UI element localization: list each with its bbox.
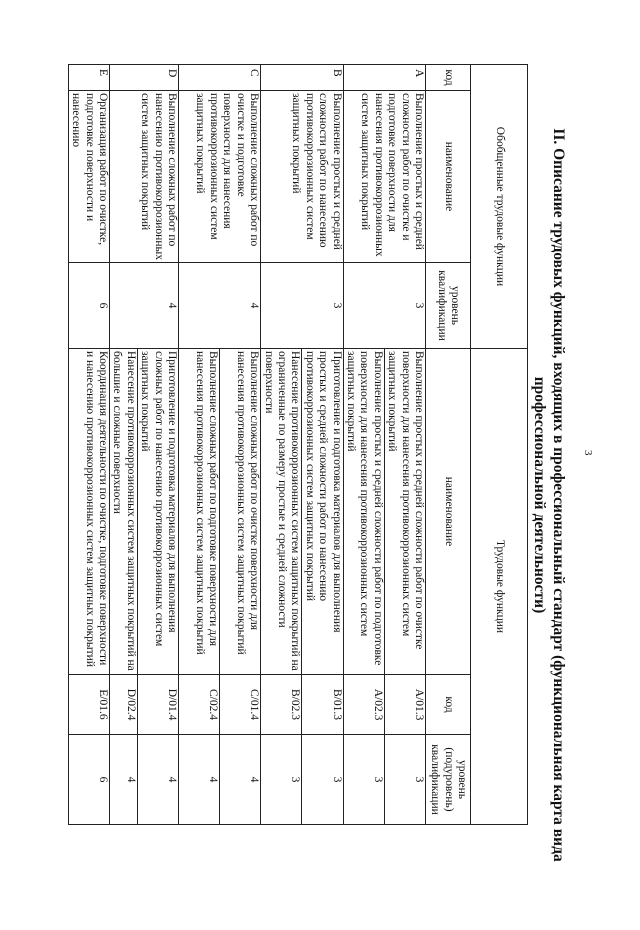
- function-code: A/01.3: [384, 675, 425, 735]
- function-name: Нанесение противокоррозионных систем защитных покрытий на большие и сложные поверхности: [110, 349, 138, 675]
- group-level: 6: [68, 263, 109, 349]
- group-code: E: [68, 65, 109, 91]
- section-title: II. Описание трудовых функций, входящих в профессиональный стандарт (функциональная карта вида профессиональной деятельности): [531, 128, 567, 862]
- function-level: 3: [384, 735, 425, 825]
- group-level: 4: [110, 263, 179, 349]
- function-level: 3: [343, 735, 384, 825]
- header-row-2: [426, 65, 471, 825]
- function-level: 3: [261, 735, 302, 825]
- group-code: B: [261, 65, 343, 91]
- function-name: Выполнение простых и средней сложности работ по очистке поверхности для нанесения противокоррозионных систем защитных покрытий: [384, 349, 425, 675]
- function-level: 3: [302, 735, 343, 825]
- header-generalized-functions: Обобщенные трудовые функции: [471, 65, 528, 349]
- functional-map-table: [68, 64, 528, 825]
- function-code: C/01.4: [220, 675, 261, 735]
- function-level: 4: [137, 735, 178, 825]
- function-code: B/01.3: [302, 675, 343, 735]
- group-name: Выполнение сложных работ по нанесению противокоррозионных систем защитных покрытий: [110, 91, 179, 263]
- table-row: [137, 65, 178, 825]
- function-name: Координация деятельности по очистке, подготовке поверхности и нанесению противокоррозионных систем защитных покрытий: [68, 349, 109, 675]
- group-code: A: [343, 65, 425, 91]
- function-name: Выполнение сложных работ по очистке поверхности для нанесения противокоррозионных систем защитных покрытий: [220, 349, 261, 675]
- header-code-tf: код: [426, 675, 471, 735]
- function-name: Приготовление и подготовка материалов для выполнения сложных работ по нанесению противокоррозионных систем защитных покрытий: [137, 349, 178, 675]
- function-level: 4: [179, 735, 220, 825]
- function-level: 4: [220, 735, 261, 825]
- function-code: B/02.3: [261, 675, 302, 735]
- function-name: Выполнение простых и средней сложности работ по подготовке поверхности для нанесения противокоррозионных систем защитных покрытий: [343, 349, 384, 675]
- header-name-tf: наименование: [426, 349, 471, 675]
- group-level: 4: [179, 263, 261, 349]
- table-row: [220, 65, 261, 825]
- function-name: Нанесение противокоррозионных систем защитных покрытий на ограниченные по размеру простые и средней сложности поверхности: [261, 349, 302, 675]
- group-name: Выполнение простых и средней сложности работ по очистке и подготовке поверхности для нанесения противокоррозионных систем защитных покрытий: [343, 91, 425, 263]
- group-name: Выполнение простых и средней сложности работ по нанесению противокоррозионных систем защитных покрытий: [261, 91, 343, 263]
- header-sublevel: уровень (подуровень) квалификации: [426, 735, 471, 825]
- group-level: 3: [261, 263, 343, 349]
- group-name: Организация работ по очистке, подготовке поверхности и нанесению: [68, 91, 109, 263]
- function-code: C/02.4: [179, 675, 220, 735]
- group-level: 3: [343, 263, 425, 349]
- function-code: D/02.4: [110, 675, 138, 735]
- function-code: D/01.4: [137, 675, 178, 735]
- table-row: [302, 65, 343, 825]
- table-row: [384, 65, 425, 825]
- header-row-1: [471, 65, 528, 825]
- page-number: 3: [582, 450, 594, 456]
- group-code: D: [110, 65, 179, 91]
- function-name: Выполнение сложных работ по подготовке поверхности для нанесения противокоррозионных систем защитных покрытий: [179, 349, 220, 675]
- function-level: 4: [110, 735, 138, 825]
- group-name: Выполнение сложных работ по очистке и подготовке поверхности для нанесения противокоррозионных систем защитных покрытий: [179, 91, 261, 263]
- function-level: 6: [68, 735, 109, 825]
- header-level: уровень квалификации: [426, 263, 471, 349]
- header-name: наименование: [426, 91, 471, 263]
- table-row: [68, 65, 109, 825]
- function-code: A/02.3: [343, 675, 384, 735]
- header-code: код: [426, 65, 471, 91]
- function-name: Приготовление и подготовка материалов для выполнения простых и средней сложности работ по нанесению противокоррозионных систем защитных покрытий: [302, 349, 343, 675]
- group-code: C: [179, 65, 261, 91]
- function-code: E/01.6: [68, 675, 109, 735]
- header-labor-functions: Трудовые функции: [471, 349, 528, 825]
